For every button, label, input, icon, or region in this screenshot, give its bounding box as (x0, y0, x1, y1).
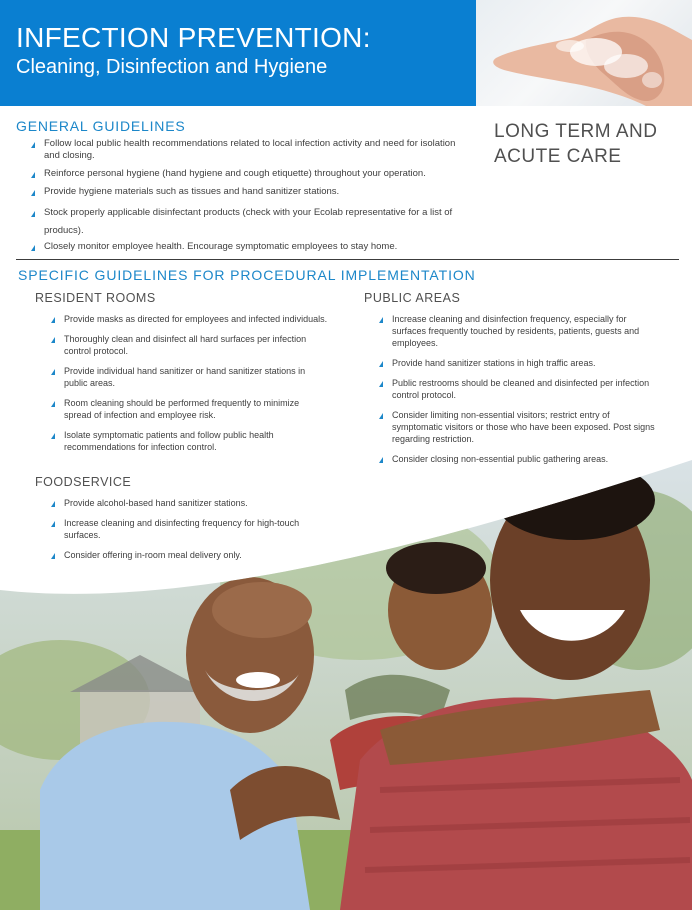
list-item: Reinforce personal hygiene (hand hygiene and cough etiquette) throughout your operation. (30, 168, 472, 180)
list-item: Provide individual hand sanitizer or hand sanitizer stations in public areas. (50, 365, 328, 389)
list-item: Isolate symptomatic patients and follow public health recommendations for infection control. (50, 429, 328, 453)
list-item: Provide alcohol-based hand sanitizer stations. (50, 497, 328, 509)
page-subtitle: Cleaning, Disinfection and Hygiene (16, 56, 328, 78)
list-item: Consider closing non-essential public gathering areas. (378, 453, 660, 465)
list-item: Provide masks as directed for employees and infected individuals. (50, 313, 328, 325)
foodservice-heading: FOODSERVICE (35, 475, 132, 489)
care-type-line-1: LONG TERM AND (494, 121, 658, 142)
general-guidelines-list (30, 138, 472, 259)
list-item: Increase cleaning and disinfecting frequency for high-touch surfaces. (50, 517, 328, 541)
list-item: Follow local public health recommendations related to local infection activity and need for isolation and closing. (30, 138, 472, 162)
public-areas-list (378, 313, 660, 473)
list-item: Provide hand sanitizer stations in high traffic areas. (378, 357, 660, 369)
list-item: Provide hygiene materials such as tissues and hand sanitizer stations. (30, 186, 472, 198)
section-divider (16, 259, 679, 260)
care-type-line-2: ACUTE CARE (494, 146, 622, 167)
list-item: Room cleaning should be performed frequently to minimize spread of infection and employee risk. (50, 397, 328, 421)
hands-washing-photo (476, 0, 692, 106)
page-title: INFECTION PREVENTION: (16, 22, 371, 53)
family-photo (0, 460, 692, 910)
list-item: Consider offering in-room meal delivery only. (50, 549, 328, 561)
list-item: Thoroughly clean and disinfect all hard surfaces per infection control protocol. (50, 333, 328, 357)
list-item: Increase cleaning and disinfection frequency, especially for surfaces frequently touched by residents, patients, guests and employees. (378, 313, 660, 349)
list-item: Public restrooms should be cleaned and disinfected per infection control protocol. (378, 377, 660, 401)
general-guidelines-heading: GENERAL GUIDELINES (16, 118, 186, 134)
care-type-heading (494, 119, 684, 169)
resident-rooms-heading: RESIDENT ROOMS (35, 291, 156, 305)
resident-rooms-list (50, 313, 328, 461)
list-item: Stock properly applicable disinfectant products (check with your Ecolab representative for a list of producs). (30, 204, 472, 240)
list-item: Closely monitor employee health. Encourage symptomatic employees to stay home. (30, 241, 472, 253)
specific-guidelines-heading: SPECIFIC GUIDELINES FOR PROCEDURAL IMPLEMENTATION (18, 267, 476, 283)
header-band (0, 0, 476, 106)
public-areas-heading: PUBLIC AREAS (364, 291, 461, 305)
list-item: Consider limiting non-essential visitors; restrict entry of symptomatic visitors or those who have been exposed. Post signs regarding restriction. (378, 409, 660, 445)
